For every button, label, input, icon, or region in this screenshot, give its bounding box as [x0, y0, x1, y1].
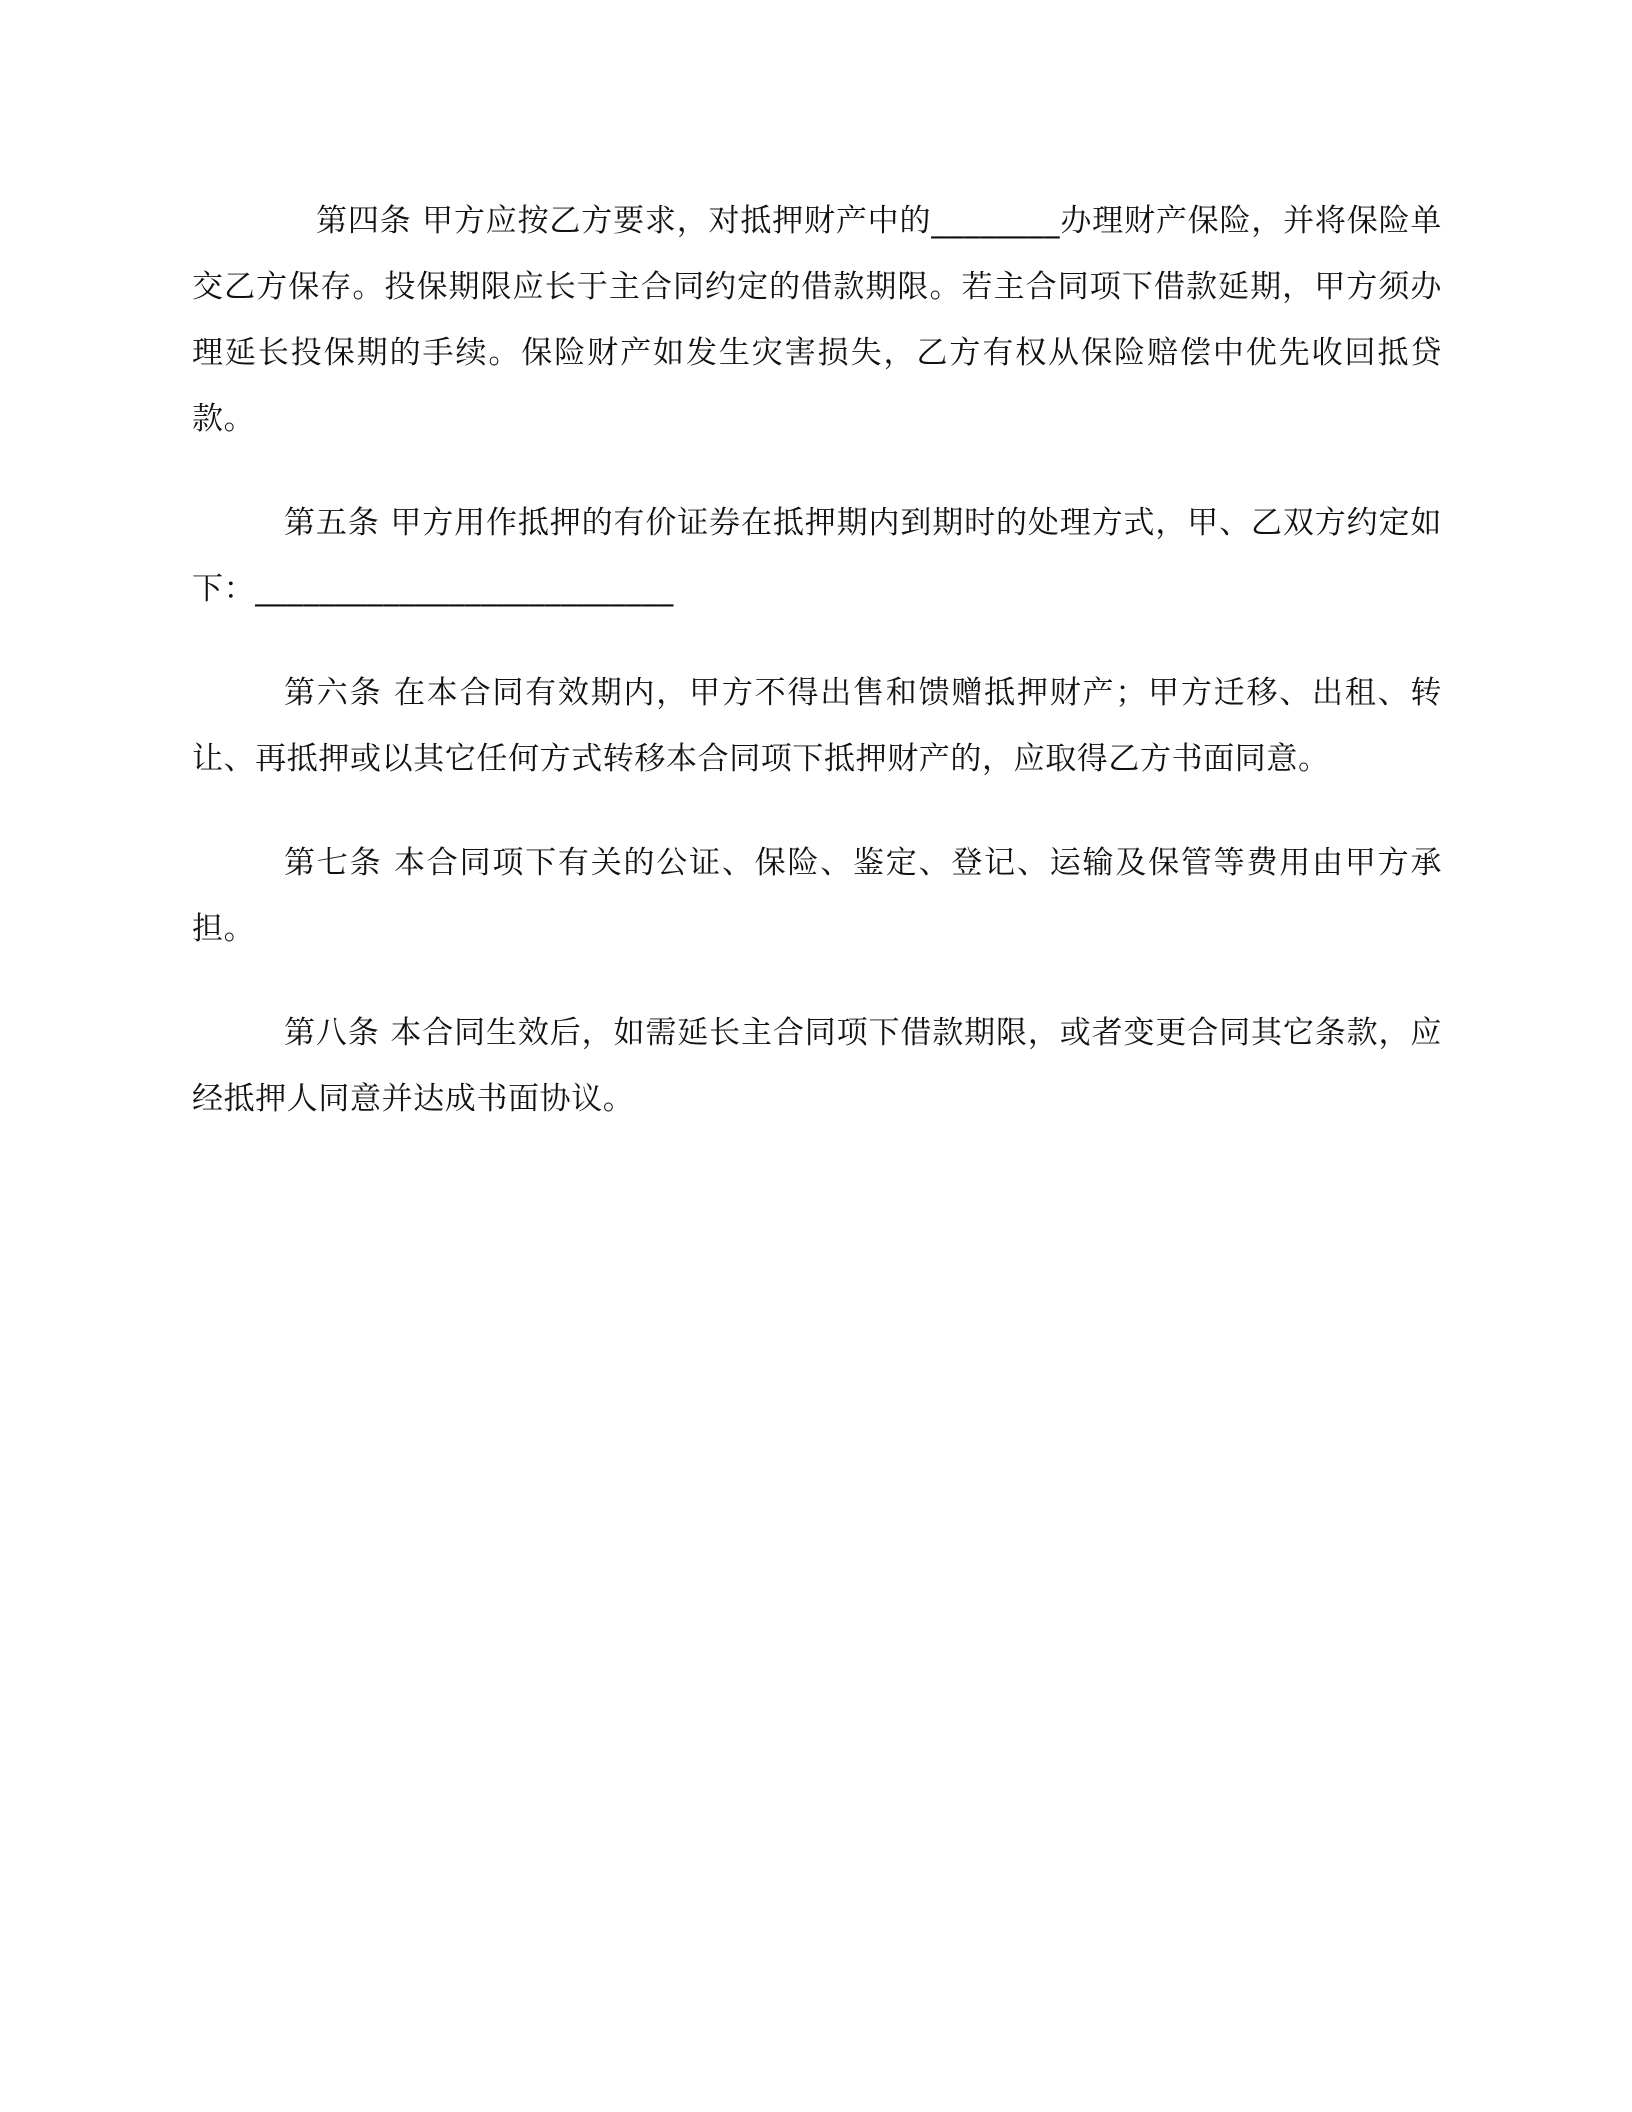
article-6-paragraph: 第六条 在本合同有效期内，甲方不得出售和馈赠抵押财产；甲方迁移、出租、转让、再抵押或以其它任何方式转移本合同项下抵押财产的，应取得乙方书面同意。 — [192, 675, 1442, 777]
article-8-paragraph: 第八条 本合同生效后，如需延长主合同项下借款期限，或者变更合同其它条款，应经抵押人同意并达成书面协议。 — [192, 1015, 1442, 1117]
article-5-blank: __________________________ — [255, 571, 674, 607]
contract-body — [192, 188, 1442, 1170]
article-4-text-after: 办理财产保险，并将保险单交乙方保存。投保期限应长于主合同约定的借款期限。若主合同项下借款延期，甲方须办理延长投保期的手续。保险财产如发生灾害损失，乙方有权从保险赔偿中优先收回抵贷款。 — [192, 203, 1442, 437]
article-4-paragraph — [192, 188, 1442, 452]
article-7-paragraph: 第七条 本合同项下有关的公证、保险、鉴定、登记、运输及保管等费用由甲方承担。 — [192, 845, 1442, 947]
article-4-text-before: 第四条 甲方应按乙方要求，对抵押财产中的 — [316, 203, 932, 239]
article-5-text-before: 第五条 甲方用作抵押的有价证券在抵押期内到期时的处理方式，甲、乙双方约定如下： — [192, 505, 1442, 607]
article-5-paragraph — [192, 490, 1442, 622]
article-4-blank: ________ — [931, 203, 1061, 239]
